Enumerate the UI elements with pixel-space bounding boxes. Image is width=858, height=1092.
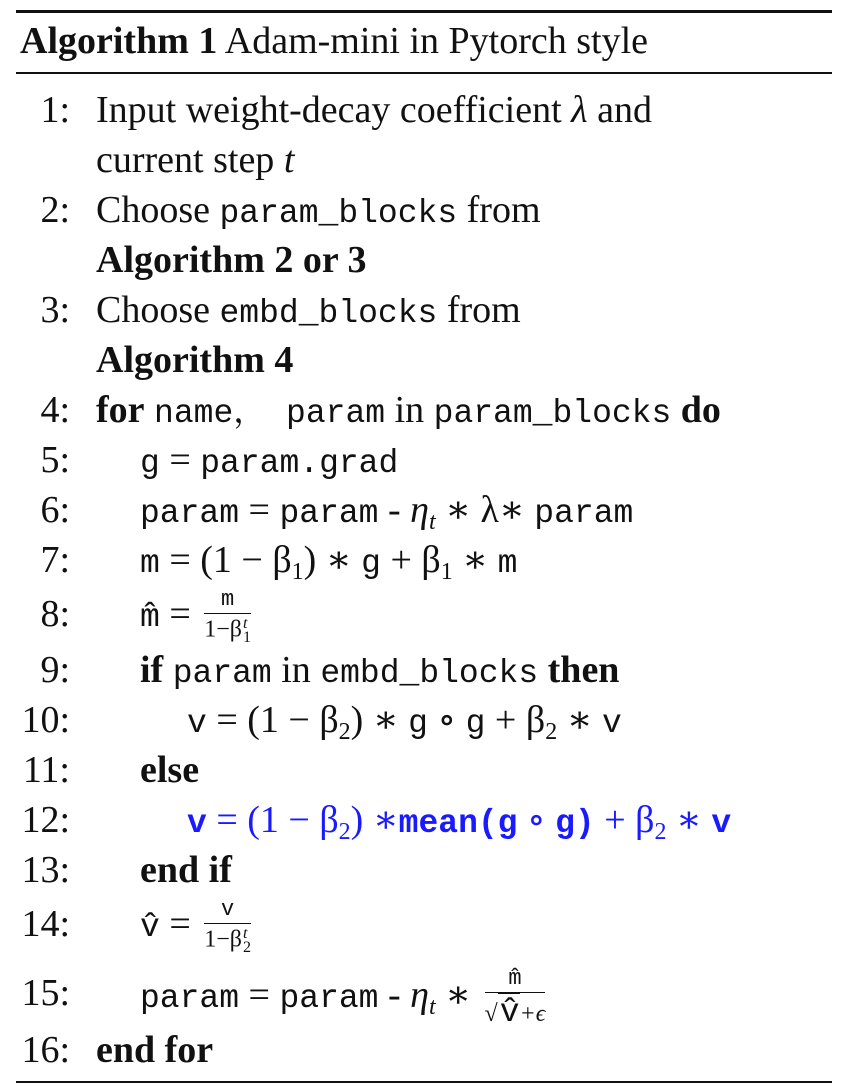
- line-number: 11:: [22, 749, 70, 791]
- line-1: [0, 85, 858, 135]
- line-8: [0, 587, 858, 647]
- line-text: Input weight-decay coefficient λ and: [96, 89, 652, 131]
- line-13: [0, 845, 858, 895]
- line-text: for name， param in param_blocks do: [96, 389, 721, 432]
- line-number: 3:: [40, 289, 70, 331]
- algorithm-reference: Algorithm 4: [96, 339, 294, 381]
- line-6: [0, 485, 858, 535]
- line-number: 2:: [40, 189, 70, 231]
- algorithm-reference: Algorithm 2 or 3: [96, 239, 367, 281]
- line-9: [0, 645, 858, 695]
- line-5: [0, 435, 858, 485]
- line-text: current step t: [96, 139, 295, 181]
- fraction: $\frac{m̂}{√v̂+\epsilon}$: [484, 966, 546, 1031]
- line-text: param = param - $\eta_t$ ∗ λ∗ param: [140, 489, 634, 535]
- line-1-cont: [0, 135, 858, 185]
- line-number: 7:: [40, 539, 70, 581]
- line-11: [0, 745, 858, 795]
- line-number: 5:: [40, 439, 70, 481]
- line-2-cont: [0, 235, 858, 285]
- line-number: 15:: [21, 972, 70, 1014]
- line-text: Choose param_blocks from: [96, 189, 541, 232]
- line-16: [0, 1025, 858, 1075]
- line-text: end for: [96, 1029, 214, 1071]
- line-text: $m = (1 - \beta_1)$ ∗ $g + \beta_1$ ∗ m: [140, 539, 518, 585]
- line-number: 1:: [40, 89, 70, 131]
- fraction: m 1−β t 1: [204, 587, 251, 647]
- algorithm-name: Adam-mini in Pytorch style: [224, 20, 649, 62]
- line-number: 12:: [21, 799, 70, 841]
- line-number: 6:: [40, 489, 70, 531]
- line-text: g = param.grad: [140, 439, 399, 482]
- line-12: [0, 795, 858, 845]
- line-text: v̂ = v 1−β t 2: [140, 897, 251, 957]
- top-rule: [16, 10, 832, 13]
- line-text: if param in embd_blocks then: [140, 649, 620, 692]
- line-number: 14:: [21, 903, 70, 945]
- line-10: [0, 695, 858, 745]
- algorithm-title: [20, 17, 648, 65]
- line-text: else: [140, 749, 200, 791]
- line-3: [0, 285, 858, 335]
- line-number: 4:: [40, 389, 70, 431]
- line-number: 8:: [40, 593, 70, 635]
- line-text: m̂ = m 1−β t 1: [140, 587, 251, 647]
- line-text: param = param - $\eta_t$ ∗ $\frac{m̂}{√v̂+\epsilon}$: [140, 966, 546, 1031]
- fraction: v 1−β t 2: [204, 897, 251, 957]
- algorithm-label: Algorithm 1: [20, 20, 218, 62]
- title-rule: [16, 72, 832, 74]
- bottom-rule: [16, 1081, 832, 1083]
- line-number: 10:: [21, 699, 70, 741]
- line-number: 9:: [40, 649, 70, 691]
- highlighted-line-text: $v = (1 - \beta_2)$ ∗mean(g ∘ $g) + \beta_2$ ∗ v: [187, 799, 732, 845]
- line-7: [0, 535, 858, 585]
- line-3-cont: [0, 335, 858, 385]
- line-2: [0, 185, 858, 235]
- line-text: Choose embd_blocks from: [96, 289, 521, 332]
- line-text: $v = (1 - \beta_2)$ ∗ g ∘ $g + \beta_2$ ∗ v: [187, 699, 622, 745]
- line-4: [0, 385, 858, 435]
- line-number: 13:: [21, 849, 70, 891]
- line-14: [0, 897, 858, 957]
- line-text: end if: [140, 849, 232, 891]
- line-number: 16:: [21, 1029, 70, 1071]
- line-15: [0, 966, 858, 1031]
